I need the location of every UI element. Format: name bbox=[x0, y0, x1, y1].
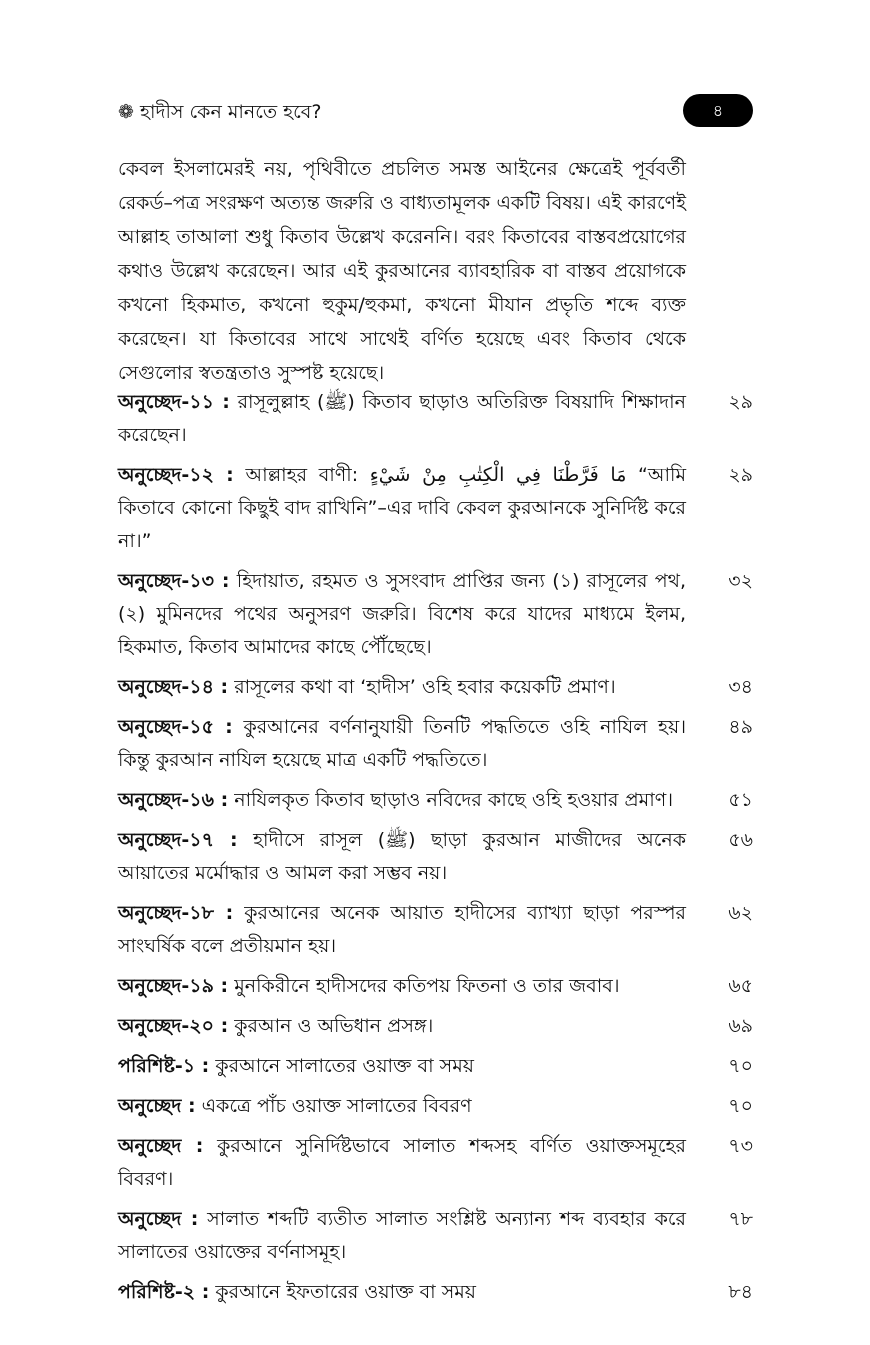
toc-entry bbox=[118, 1203, 753, 1269]
book-title: হাদীস কেন মানতে হবে? bbox=[139, 101, 322, 123]
toc-entry-title: হিদায়াত, রহমত ও সুসংবাদ প্রাপ্তির জন্য (১) রাসূলের পথ, (২) মুমিনদের পথের অনুসরণ জরুরি। বিশেষ করে যাদের মাধ্যমে ইলম, হিকমাত, কিতাব আমাদের কাছে পৌঁছেছে। bbox=[118, 570, 686, 658]
toc-entry-text bbox=[118, 386, 686, 452]
toc-entry-page: ২৯ bbox=[728, 391, 753, 413]
toc-entry-label: অনুচ্ছেদ : bbox=[118, 1135, 204, 1157]
toc-entry-label: অনুচ্ছেদ-১৭ : bbox=[118, 829, 238, 851]
toc-entry-text bbox=[118, 1130, 686, 1196]
table-of-contents bbox=[118, 386, 753, 1316]
toc-entry-page: ৬২ bbox=[728, 902, 753, 924]
toc-entry-text bbox=[118, 970, 686, 1003]
toc-entry-text bbox=[118, 784, 686, 817]
toc-entry-title: কুরআনের বর্ণনানুযায়ী তিনটি পদ্ধতিতে ওহি নাযিল হয়। কিন্তু কুরআন নাযিল হয়েছে মাত্র একটি পদ্ধতিতে। bbox=[118, 716, 687, 771]
toc-entry-title: কুরআনে সালাতের ওয়াক্ত বা সময় bbox=[215, 1055, 474, 1077]
toc-entry-text bbox=[118, 824, 686, 890]
toc-entry-text bbox=[118, 1090, 686, 1123]
toc-entry-label: অনুচ্ছেদ-১৯ : bbox=[118, 975, 229, 997]
toc-entry-label: অনুচ্ছেদ : bbox=[118, 1208, 199, 1230]
page-number-badge: ৪ bbox=[683, 94, 753, 127]
toc-entry-title: কুরআন ও অভিধান প্রসঙ্গ। bbox=[234, 1015, 434, 1037]
toc-entry-title: কুরআনে সুনির্দিষ্টভাবে সালাত শব্দসহ বর্ণিত ওয়াক্তসমূহের বিবরণ। bbox=[118, 1135, 686, 1190]
toc-entry bbox=[118, 671, 753, 704]
toc-entry-text bbox=[118, 1276, 686, 1309]
toc-entry bbox=[118, 1050, 753, 1083]
toc-entry-title: মুনকিরীনে হাদীসদের কতিপয় ফিতনা ও তার জবাব। bbox=[234, 975, 620, 997]
toc-entry-text bbox=[118, 565, 686, 664]
intro-paragraph: কেবল ইসলামেরই নয়, পৃথিবীতে প্রচলিত সমস্ত আইনের ক্ষেত্রেই পূর্ববর্তী রেকর্ড–পত্র সংরক্ষণ অত্যন্ত জরুরি ও বাধ্যতামূলক একটি বিষয়। এই কারণেই আল্লাহ তাআলা শুধু কিতাব উল্লেখ করেননি। বরং কিতাবের বাস্তবপ্রয়োগের কথাও উল্লেখ করেছেন। আর এই কুরআনের ব্যাবহারিক বা বাস্তব প্রয়োগকে কখনো হিকমাত, কখনো হুকুম/হুকমা, কখনো মীযান প্রভৃতি শব্দে ব্যক্ত করেছেন। যা কিতাবের সাথে সাথেই বর্ণিত হয়েছে এবং কিতাব থেকে সেগুলোর স্বতন্ত্রতাও সুস্পষ্ট হয়েছে। bbox=[118, 158, 686, 384]
toc-entry-label: পরিশিষ্ট-১ : bbox=[118, 1055, 210, 1077]
toc-entry-label: অনুচ্ছেদ-১৫ : bbox=[118, 716, 233, 738]
toc-entry bbox=[118, 784, 753, 817]
toc-entry bbox=[118, 897, 753, 963]
toc-entry bbox=[118, 1010, 753, 1043]
flower-ornament-icon: ❁ bbox=[118, 101, 134, 123]
toc-entry bbox=[118, 711, 753, 777]
toc-entry-title: নাযিলকৃত কিতাব ছাড়াও নবিদের কাছে ওহি হওয়ার প্রমাণ। bbox=[234, 789, 674, 811]
toc-entry-text bbox=[118, 1010, 686, 1043]
toc-entry-title: একত্রে পাঁচ ওয়াক্ত সালাতের বিবরণ bbox=[201, 1095, 472, 1117]
toc-entry-text bbox=[118, 897, 686, 963]
toc-entry bbox=[118, 459, 753, 558]
toc-entry-page: ৩৪ bbox=[728, 676, 753, 698]
toc-entry-title: কুরআনের অনেক আয়াত হাদীসের ব্যাখ্যা ছাড়া পরস্পর সাংঘর্ষিক বলে প্রতীয়মান হয়। bbox=[118, 902, 686, 957]
toc-entry bbox=[118, 1276, 753, 1309]
toc-entry-text bbox=[118, 459, 686, 558]
toc-entry-label: অনুচ্ছেদ-১৬ : bbox=[118, 789, 229, 811]
toc-entry-label: অনুচ্ছেদ-১৩ : bbox=[118, 570, 230, 592]
toc-entry-title: কুরআনে ইফতারের ওয়াক্ত বা সময় bbox=[215, 1281, 476, 1303]
toc-entry bbox=[118, 824, 753, 890]
toc-entry-text bbox=[118, 1050, 686, 1083]
toc-entry-label: অনুচ্ছেদ-১১ : bbox=[118, 391, 230, 413]
toc-entry-label: অনুচ্ছেদ-১৪ : bbox=[118, 676, 229, 698]
running-title bbox=[118, 98, 321, 130]
toc-entry-text bbox=[118, 671, 686, 704]
toc-entry bbox=[118, 565, 753, 664]
toc-entry-page: ৭৮ bbox=[728, 1208, 753, 1230]
toc-entry-label: অনুচ্ছেদ-২০ : bbox=[118, 1015, 229, 1037]
toc-entry-page: ৭০ bbox=[728, 1095, 753, 1117]
toc-entry-page: ৬৯ bbox=[728, 1015, 753, 1037]
toc-entry-title: আল্লাহর বাণী: مَا فَرَّطْنَا فِي الْكِتٰبِ مِنْ شَيْءٍ “আমি কিতাবে কোনো কিছুই বাদ রাখিনি”–এর দাবি কেবল কুরআনকে সুনির্দিষ্ট করে না।” bbox=[118, 464, 687, 552]
toc-entry-title: সালাত শব্দটি ব্যতীত সালাত সংশ্লিষ্ট অন্যান্য শব্দ ব্যবহার করে সালাতের ওয়াক্তের বর্ণনাসমূহ। bbox=[118, 1208, 686, 1263]
toc-entry-title: রাসূলের কথা বা ‘হাদীস’ ওহি হবার কয়েকটি প্রমাণ। bbox=[234, 676, 616, 698]
toc-entry-page: ৪৯ bbox=[728, 716, 753, 738]
toc-entry-text bbox=[118, 1203, 686, 1269]
toc-entry-page: ২৯ bbox=[728, 464, 753, 486]
toc-entry bbox=[118, 970, 753, 1003]
toc-entry-title: রাসূলুল্লাহ (ﷺ) কিতাব ছাড়াও অতিরিক্ত বিষয়াদি শিক্ষাদান করেছেন। bbox=[118, 391, 686, 446]
toc-entry-page: ৭০ bbox=[728, 1055, 753, 1077]
toc-entry-page: ৫১ bbox=[728, 789, 753, 811]
toc-entry-page: ৮৪ bbox=[728, 1281, 753, 1303]
toc-entry-page: ৫৬ bbox=[728, 829, 753, 851]
toc-entry-label: অনুচ্ছেদ-১২ : bbox=[118, 464, 234, 486]
page-header bbox=[118, 94, 753, 128]
toc-entry bbox=[118, 386, 753, 452]
toc-entry-page: ৩২ bbox=[728, 570, 753, 592]
toc-entry bbox=[118, 1090, 753, 1123]
toc-entry-label: অনুচ্ছেদ : bbox=[118, 1095, 196, 1117]
toc-entry-label: পরিশিষ্ট-২ : bbox=[118, 1281, 210, 1303]
toc-entry-text bbox=[118, 711, 686, 777]
toc-entry-page: ৭৩ bbox=[728, 1135, 753, 1157]
toc-entry bbox=[118, 1130, 753, 1196]
toc-entry-label: অনুচ্ছেদ-১৮ : bbox=[118, 902, 234, 924]
toc-entry-page: ৬৫ bbox=[728, 975, 753, 997]
toc-entry-title: হাদীসে রাসূল (ﷺ) ছাড়া কুরআন মাজীদের অনেক আয়াতের মর্মোদ্ধার ও আমল করা সম্ভব নয়। bbox=[118, 829, 686, 884]
